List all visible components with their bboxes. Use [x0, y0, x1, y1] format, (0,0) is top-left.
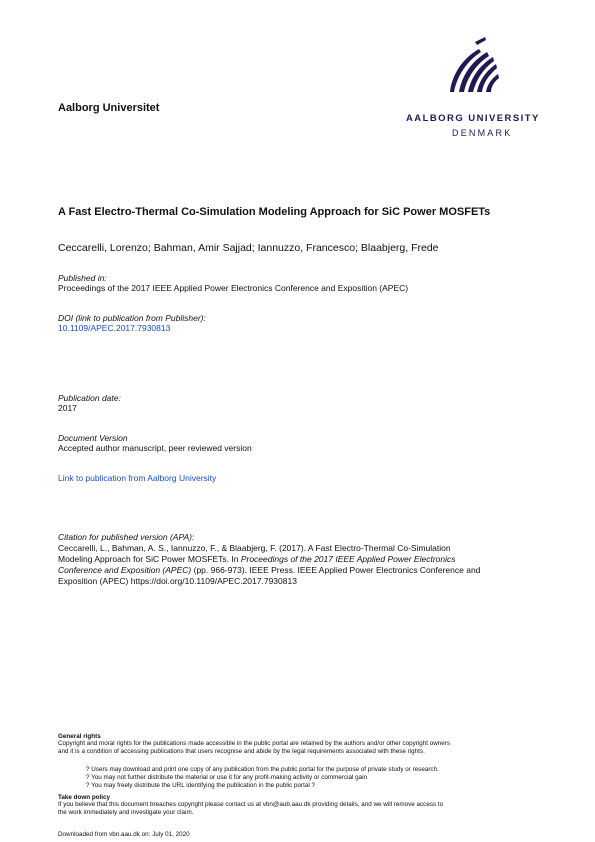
citation-line-3	[58, 565, 583, 576]
citation-line-2-italic: Proceedings of the 2017 IEEE Applied Power Electronics	[240, 554, 456, 564]
general-rights-line-2: and it is a condition of accessing publications that users recognise and abide by the legal requirements associated with these rights.	[58, 748, 425, 755]
publication-title: A Fast Electro-Thermal Co-Simulation Modeling Approach for SiC Power MOSFETs	[58, 206, 491, 218]
logo-wordmark: AALBORG UNIVERSITY	[406, 113, 540, 124]
take-down-line-2: the work immediately and investigate your claim.	[58, 809, 194, 816]
published-in-label: Published in:	[58, 273, 107, 283]
aalborg-university-logo-icon	[445, 36, 500, 94]
publication-date-label: Publication date:	[58, 393, 121, 403]
take-down-section	[58, 794, 558, 817]
institution-name: Aalborg Universitet	[58, 102, 160, 114]
citation-line-2-plain: Modeling Approach for SiC Power MOSFETs. In	[58, 554, 241, 564]
author-list: Ceccarelli, Lorenzo; Bahman, Amir Sajjad; Iannuzzo, Francesco; Blaabjerg, Frede	[58, 242, 439, 254]
document-version-value: Accepted author manuscript, peer reviewed version	[58, 443, 252, 453]
published-in-section	[58, 273, 408, 293]
general-rights-bullets	[86, 766, 439, 790]
general-rights-line-1: Copyright and moral rights for the publications made accessible in the public portal are retained by the authors and/or other copyright owners	[58, 740, 451, 747]
doi-section	[58, 313, 206, 333]
citation-line-3-italic: Conference and Exposition (APEC)	[58, 565, 192, 575]
document-version-label: Document Version	[58, 433, 128, 443]
rights-bullet: ? You may freely distribute the URL identifying the publication in the public portal ?	[86, 782, 316, 789]
document-version-section	[58, 433, 252, 453]
citation-line-2	[58, 554, 583, 565]
citation-line-3-plain: (pp. 966-973). IEEE Press. IEEE Applied Power Electronics Conference and	[191, 565, 481, 575]
publication-date-section	[58, 393, 121, 413]
rights-bullet: ? Users may download and print one copy of any publication from the public portal for the purpose of private study or research.	[86, 766, 439, 773]
publication-date-value: 2017	[58, 403, 77, 413]
general-rights-section	[58, 733, 558, 756]
logo-country: DENMARK	[452, 128, 513, 138]
downloaded-note: Downloaded from vbn.aau.dk on: July 01, 2020	[58, 831, 190, 838]
published-in-value: Proceedings of the 2017 IEEE Applied Power Electronics Conference and Exposition (APEC)	[58, 283, 409, 293]
take-down-line-1: If you believe that this document breaches copyright please contact us at vbn@aub.aau.dk providing details, and we will remove access to	[58, 801, 444, 808]
take-down-heading: Take down policy	[58, 794, 111, 801]
citation-line-1: Ceccarelli, L., Bahman, A. S., Iannuzzo, F., & Blaabjerg, F. (2017). A Fast Electro-Thermal Co-Simulation	[58, 543, 451, 553]
citation-line-4: Exposition (APEC) https://doi.org/10.1109/APEC.2017.7930813	[58, 576, 297, 586]
doi-label: DOI (link to publication from Publisher):	[58, 313, 206, 323]
citation-label: Citation for published version (APA):	[58, 532, 195, 542]
aau-publication-link[interactable]: Link to publication from Aalborg University	[58, 473, 217, 483]
doi-link[interactable]: 10.1109/APEC.2017.7930813	[58, 323, 171, 333]
rights-bullet: ? You may not further distribute the material or use it for any profit-making activity or commercial gain	[86, 774, 368, 781]
general-rights-heading: General rights	[58, 733, 101, 740]
citation-section	[58, 532, 583, 587]
